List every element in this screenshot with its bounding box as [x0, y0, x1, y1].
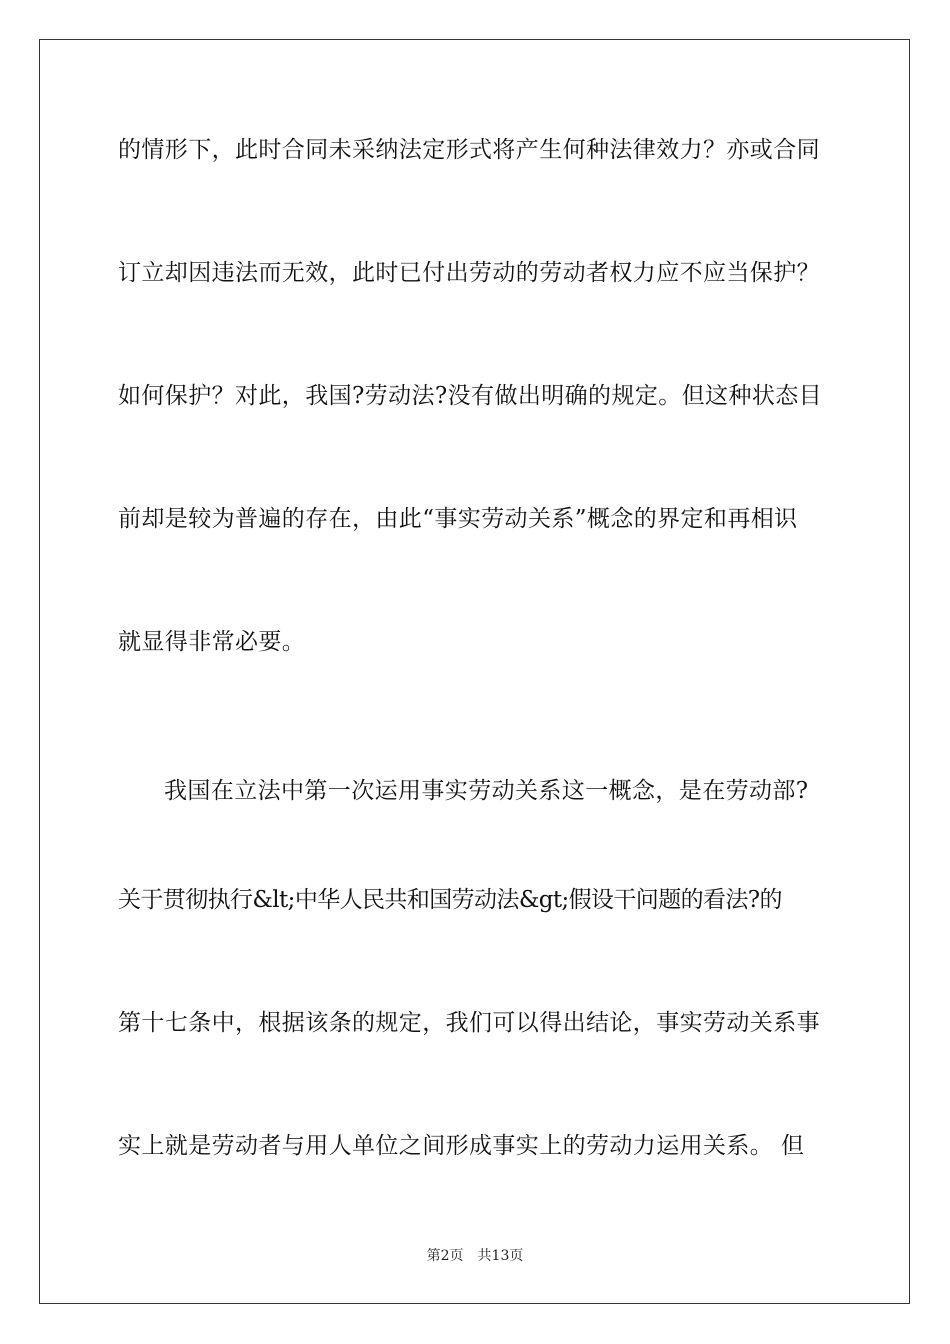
paragraph-first-line: 我国在立法中第一次运用事实劳动关系这一概念，是在劳动部? — [164, 778, 809, 804]
total-pages: 共13页 — [477, 1248, 524, 1264]
body-text-line: 第十七条中，根据该条的规定，我们可以得出结论，事实劳动关系事 — [118, 1010, 820, 1036]
page-number: 第2页 — [426, 1248, 464, 1264]
body-text-line: 订立却因违法而无效，此时已付出劳动的劳动者权力应不应当保护？ — [118, 260, 820, 286]
body-text-line: 的情形下，此时合同未采纳法定形式将产生何种法律效力？亦或合同 — [118, 137, 820, 163]
body-text-line: 就显得非常必要。 — [118, 629, 306, 655]
body-text-line: 关于贯彻执行&lt;中华人民共和国劳动法&gt;假设干问题的看法?的 — [118, 887, 782, 913]
page-border — [39, 39, 910, 1304]
page-footer — [0, 1247, 950, 1265]
body-text-line: 实上就是劳动者与用人单位之间形成事实上的劳动力运用关系。 但 — [118, 1133, 805, 1159]
body-text-line: 如何保护？对此，我国?劳动法?没有做出明确的规定。但这种状态目 — [118, 383, 823, 409]
body-text-line: 前却是较为普遍的存在，由此“事实劳动关系”概念的界定和再相识 — [118, 506, 798, 532]
